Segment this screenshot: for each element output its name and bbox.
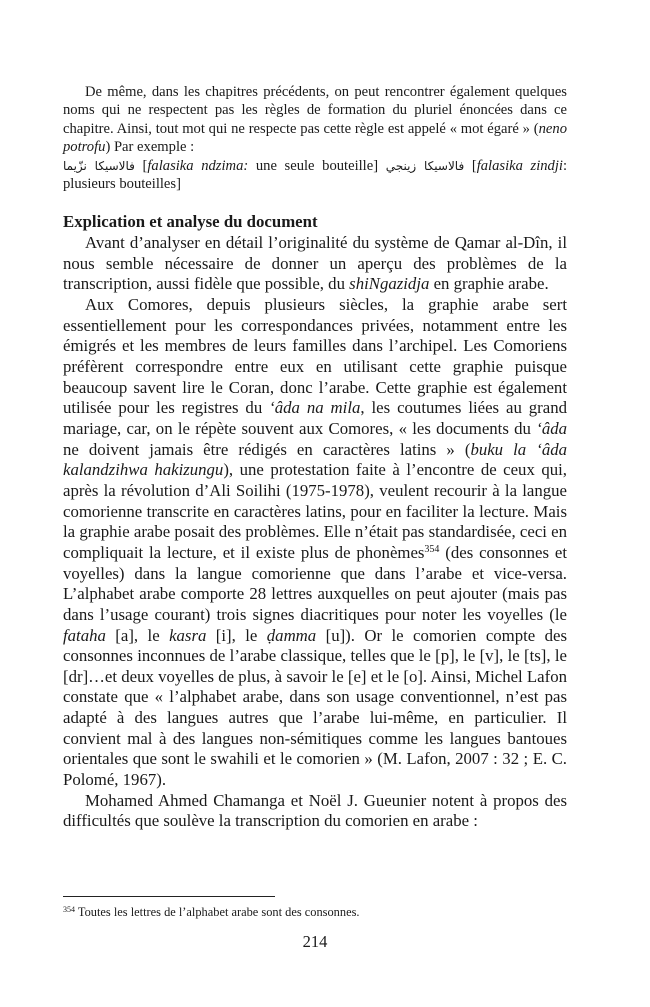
italic-term: fataha xyxy=(63,625,106,645)
paragraph-2 xyxy=(63,295,567,791)
page-body xyxy=(63,83,567,832)
arabic-plural: فالاسيكا زينجي xyxy=(385,158,465,173)
gloss-singular: une seule bouteille] xyxy=(248,157,386,174)
bracket-open: [ xyxy=(134,157,148,174)
text: [u]). Or le comorien compte des consonnes inconnues de l’arabe classique, telles que le [p], le [v], le [ts], le [dr]…et deux voyelles de plus, à savoir le [e] et le [o]. Ainsi, Michel Lafon constate que « l’alphabet arabe, dans son usage conventionnel, n’est pas adapté à des langues autres que l’arabe lui-même, en particulier. Il convient mal à des langues non-sémitiques comme les langues bantoues orientales que sont le swahili et le comorien » (M. Lafon, 2007 : 32 ; E. C. Polomé, 1967). xyxy=(63,625,567,790)
bracket-open: [ xyxy=(464,157,477,174)
intro-text-end: ) Par exemple : xyxy=(105,139,195,156)
footnote-number: 354 xyxy=(63,905,75,914)
text: Avant d’analyser en détail l’originalité du système de Qamar al-Dîn, il nous semble nécessaire de donner un aperçu des problèmes de la transcription, aussi fidèle que possible, du xyxy=(63,233,567,294)
arabic-singular: فالاسيكا نزّيما xyxy=(63,158,135,173)
italic-term: kasra xyxy=(169,625,207,645)
italic-term: shiNgazidja xyxy=(349,274,430,294)
page-number: 214 xyxy=(302,932,328,951)
text: [i], le xyxy=(206,625,267,645)
paragraph-1 xyxy=(63,233,567,295)
text: Mohamed Ahmed Chamanga et Noël J. Gueunier notent à propos des difficultés que soulève la transcription du comorien en arabe : xyxy=(63,790,567,831)
text: , les coutumes liées au grand mariage, car, on le répète souvent aux Comores, « les documents du xyxy=(63,398,567,438)
italic-term: buku la ‘âda kalandzihwa hakizungu xyxy=(63,439,568,480)
intro-text: De même, dans les chapitres précédents, on peut rencontrer également quelques noms qui ne respectent pas les règles de formation du pluriel énoncées dans ce chapitre. Ainsi, tout mot qui ne respecte pas cette règle est appelé « mot égaré » ( xyxy=(63,84,567,137)
intro-paragraph xyxy=(63,83,567,193)
translit-singular: falasika ndzima: xyxy=(147,157,249,174)
text: en graphie arabe. xyxy=(429,274,549,294)
text: (des consonnes et voyelles) dans la langue comorienne que dans l’arabe et vice-versa. L’alphabet arabe comporte 28 lettres auxquelles on peut ajouter (mais pas dans l’usage courant) trois signes diacritiques pour noter les voyelles (le xyxy=(63,542,567,624)
example-line xyxy=(63,157,567,194)
paragraph-3 xyxy=(63,791,567,832)
translit-plural: falasika zindji xyxy=(476,157,563,174)
footnote-text: Toutes les lettres de l’alphabet arabe sont des consonnes. xyxy=(75,905,360,919)
footnote-divider xyxy=(63,896,275,897)
footnote-reference[interactable]: 354 xyxy=(424,543,440,555)
footnote xyxy=(63,905,567,920)
text: ), une protestation faite à l’encontre de ceux qui, après la révolution d’Ali Soilihi (1975-1978), veulent recourir à la langue comorienne transcrite en caractères latins, pour en faciliter la lecture. Mais la graphie arabe posait des problèmes. Elle n’était pas standardisée, ceci en compliquait la lecture, et il existe plus de phonèmes xyxy=(63,460,567,562)
text: [a], le xyxy=(105,625,170,645)
section-heading: Explication et analyse du document xyxy=(63,212,318,232)
italic-term: ‘âda na mila xyxy=(269,398,361,418)
italic-term: ‘âda xyxy=(536,418,567,438)
italic-term: ḍamma xyxy=(266,625,317,645)
term-neno-potrofu: neno potrofu xyxy=(63,120,567,156)
text: Aux Comores, depuis plusieurs siècles, la graphie arabe sert essentiellement pour les correspondances privées, notamment entre les émigrés et les membres de leurs familles dans l’archipel. Les Comoriens préfèrent correspondre entre eux en utilisant cette graphie puisque beaucoup savent lire le Coran, donc l’arabe. Cette graphie est également utilisée pour les registres du xyxy=(63,295,567,418)
text: ne doivent jamais être rédigés en caractères latins » ( xyxy=(63,439,471,459)
gloss-plural: : plusieurs bouteilles] xyxy=(63,157,568,193)
